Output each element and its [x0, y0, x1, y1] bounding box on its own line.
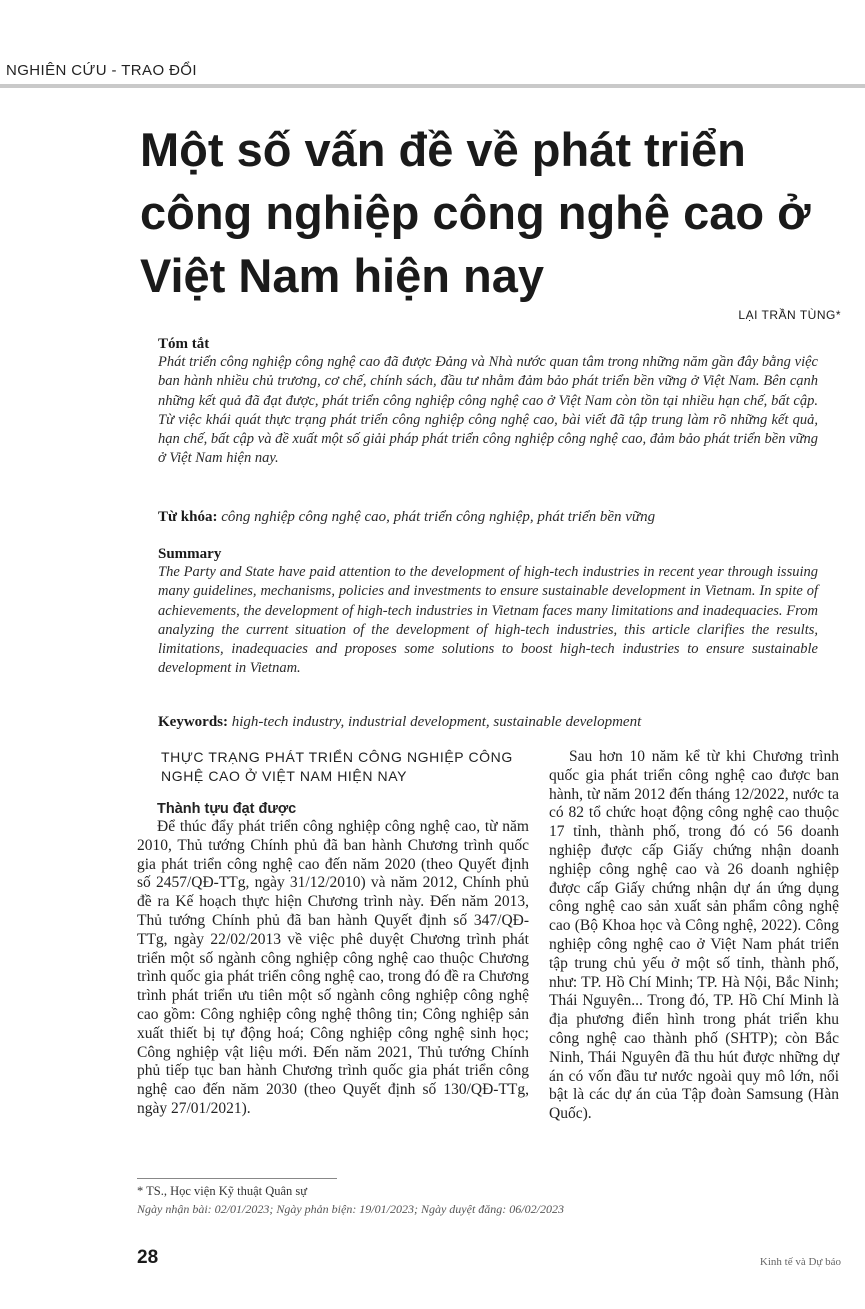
header-rule: [0, 84, 865, 88]
journal-name: Kinh tế và Dự báo: [759, 1256, 841, 1268]
keywords-en-text: high-tech industry, industrial development, sustainable development: [231, 714, 642, 730]
keywords-vi: [158, 508, 818, 527]
subheading: Thành tựu đạt được: [157, 801, 297, 817]
footnote-affiliation: * TS., Học viện Kỹ thuật Quân sự: [137, 1184, 308, 1198]
article-title: Một số vấn đề về phát triển công nghiệp công nghệ cao ở Việt Nam hiện nay: [140, 123, 811, 302]
section-tag: NGHIÊN CỨU - TRAO ĐỔI: [6, 62, 197, 79]
abstract-en: [158, 545, 818, 679]
body-paragraph-2: Sau hơn 10 năm kể từ khi Chương trình quốc gia phát triển công nghệ cao được ban hành, từ năm 2012 đến tháng 12/2022, nước ta có 82 tổ chức hoạt động công nghệ cao thuộc 17 tỉnh, thành phố, trong đó có 56 doanh nghiệp được cấp Giấy chứng nhận doanh nghiệp công nghệ cao và 26 doanh nghiệp được cấp Giấy chứng nhận dự án ứng dụng công nghệ cao sản xuất sản phẩm công nghệ cao (Bộ Khoa học và Công nghệ, 2022). Công nghiệp công nghệ cao ở Việt Nam phát triển tập trung chủ yếu ở một số tỉnh, thành phố, như: TP. Hồ Chí Minh; TP. Hà Nội, Bắc Ninh; Thái Nguyên... Trong đó, TP. Hồ Chí Minh là địa phương điển hình trong phát triển khu công nghệ cao thành phố (SHTP); còn Bắc Ninh, Thái Nguyên đã thu hút được những dự án có vốn đầu tư nước ngoài quy mô lớn, nổi bật là các dự án của Tập đoàn Samsung (Hàn Quốc).: [549, 748, 839, 1123]
body-left-column: [137, 748, 529, 1119]
keywords-vi-text: công nghiệp công nghệ cao, phát triển công nghiệp, phát triển bền vững: [221, 509, 656, 525]
abstract-vi: [158, 335, 818, 469]
body-paragraph-1: Để thúc đẩy phát triển công nghiệp công nghệ cao, từ năm 2010, Thủ tướng Chính phủ đã ban hành Chương trình quốc gia phát triển công nghệ cao đến năm 2020 (theo Quyết định số 2457/QĐ-TTg, ngày 31/12/2010) và năm 2012, Chính phủ đề ra Kế hoạch thực hiện Chương trình này. Đến năm 2013, Thủ tướng Chính phủ đã ban hành Quyết định số 347/QĐ-TTg, ngày 22/02/2013 về việc phê duyệt Chương trình phát triển một số ngành công nghiệp công nghệ cao thuộc Chương trình quốc gia phát triển công nghệ cao, trong đó đề ra Chương trình phát triển ưu tiên một số ngành công nghiệp công nghệ cao gồm: Công nghiệp công nghệ thông tin; Công nghiệp sản xuất thiết bị tự động hoá; Công nghiệp công nghệ sinh học; Công nghiệp vật liệu mới. Đến năm 2021, Thủ tướng Chính phủ tiếp tục ban hành Chương trình quốc gia phát triển công nghệ cao đến năm 2030 (theo Quyết định số 130/QĐ-TTg, ngày 27/01/2021).: [137, 818, 529, 1117]
keywords-en-label: Keywords:: [158, 714, 228, 730]
abstract-en-heading: Summary: [158, 546, 222, 562]
abstract-vi-text: Phát triển công nghiệp công nghệ cao đã được Đảng và Nhà nước quan tâm trong những năm gần đây bằng việc ban hành nhiều chủ trương, cơ chế, chính sách, đầu tư nhằm đảm bảo phát triển bền vững ở Việt Nam. Bên cạnh những kết quả đã đạt được, phát triển công nghiệp công nghệ cao ở Việt Nam còn tồn tại nhiều hạn chế, bất cập. Từ việc khái quát thực trạng phát triển công nghiệp công nghệ cao, bài viết đã tập trung làm rõ những kết quả, hạn chế, bất cập và đề xuất một số giải pháp phát triển công nghiệp công nghệ cao, đảm bảo phát triển bền vững ở Việt Nam hiện nay.: [158, 354, 818, 467]
abstract-vi-heading: Tóm tắt: [158, 336, 210, 352]
abstract-en-text: The Party and State have paid attention to the development of high-tech industries in recent year through issuing many guidelines, mechanisms, policies and investments to ensure sustainable development in Vietnam. In spite of achievements, the development of high-tech industries in Vietnam faces many limitations and inadequacies. From analyzing the current situation of the development of high-tech industries, this article clarifies the results, limitations, inadequacies and proposes some solutions to boost high-tech industries to ensure sustainable development in Vietnam.: [158, 564, 818, 677]
footnote-rule: [137, 1178, 337, 1179]
page-number: 28: [137, 1247, 159, 1268]
keywords-vi-label: Từ khóa:: [158, 509, 218, 525]
author-name: LẠI TRẦN TÙNG*: [738, 308, 841, 322]
section-heading: THỰC TRẠNG PHÁT TRIỂN CÔNG NGHIỆP CÔNG NGHỆ CAO Ở VIỆT NAM HIỆN NAY: [161, 749, 513, 784]
keywords-en: [158, 713, 818, 732]
footnote-dates: Ngày nhận bài: 02/01/2023; Ngày phản biện: 19/01/2023; Ngày duyệt đăng: 06/02/2023: [137, 1202, 564, 1216]
body-right-column: [549, 748, 839, 1124]
